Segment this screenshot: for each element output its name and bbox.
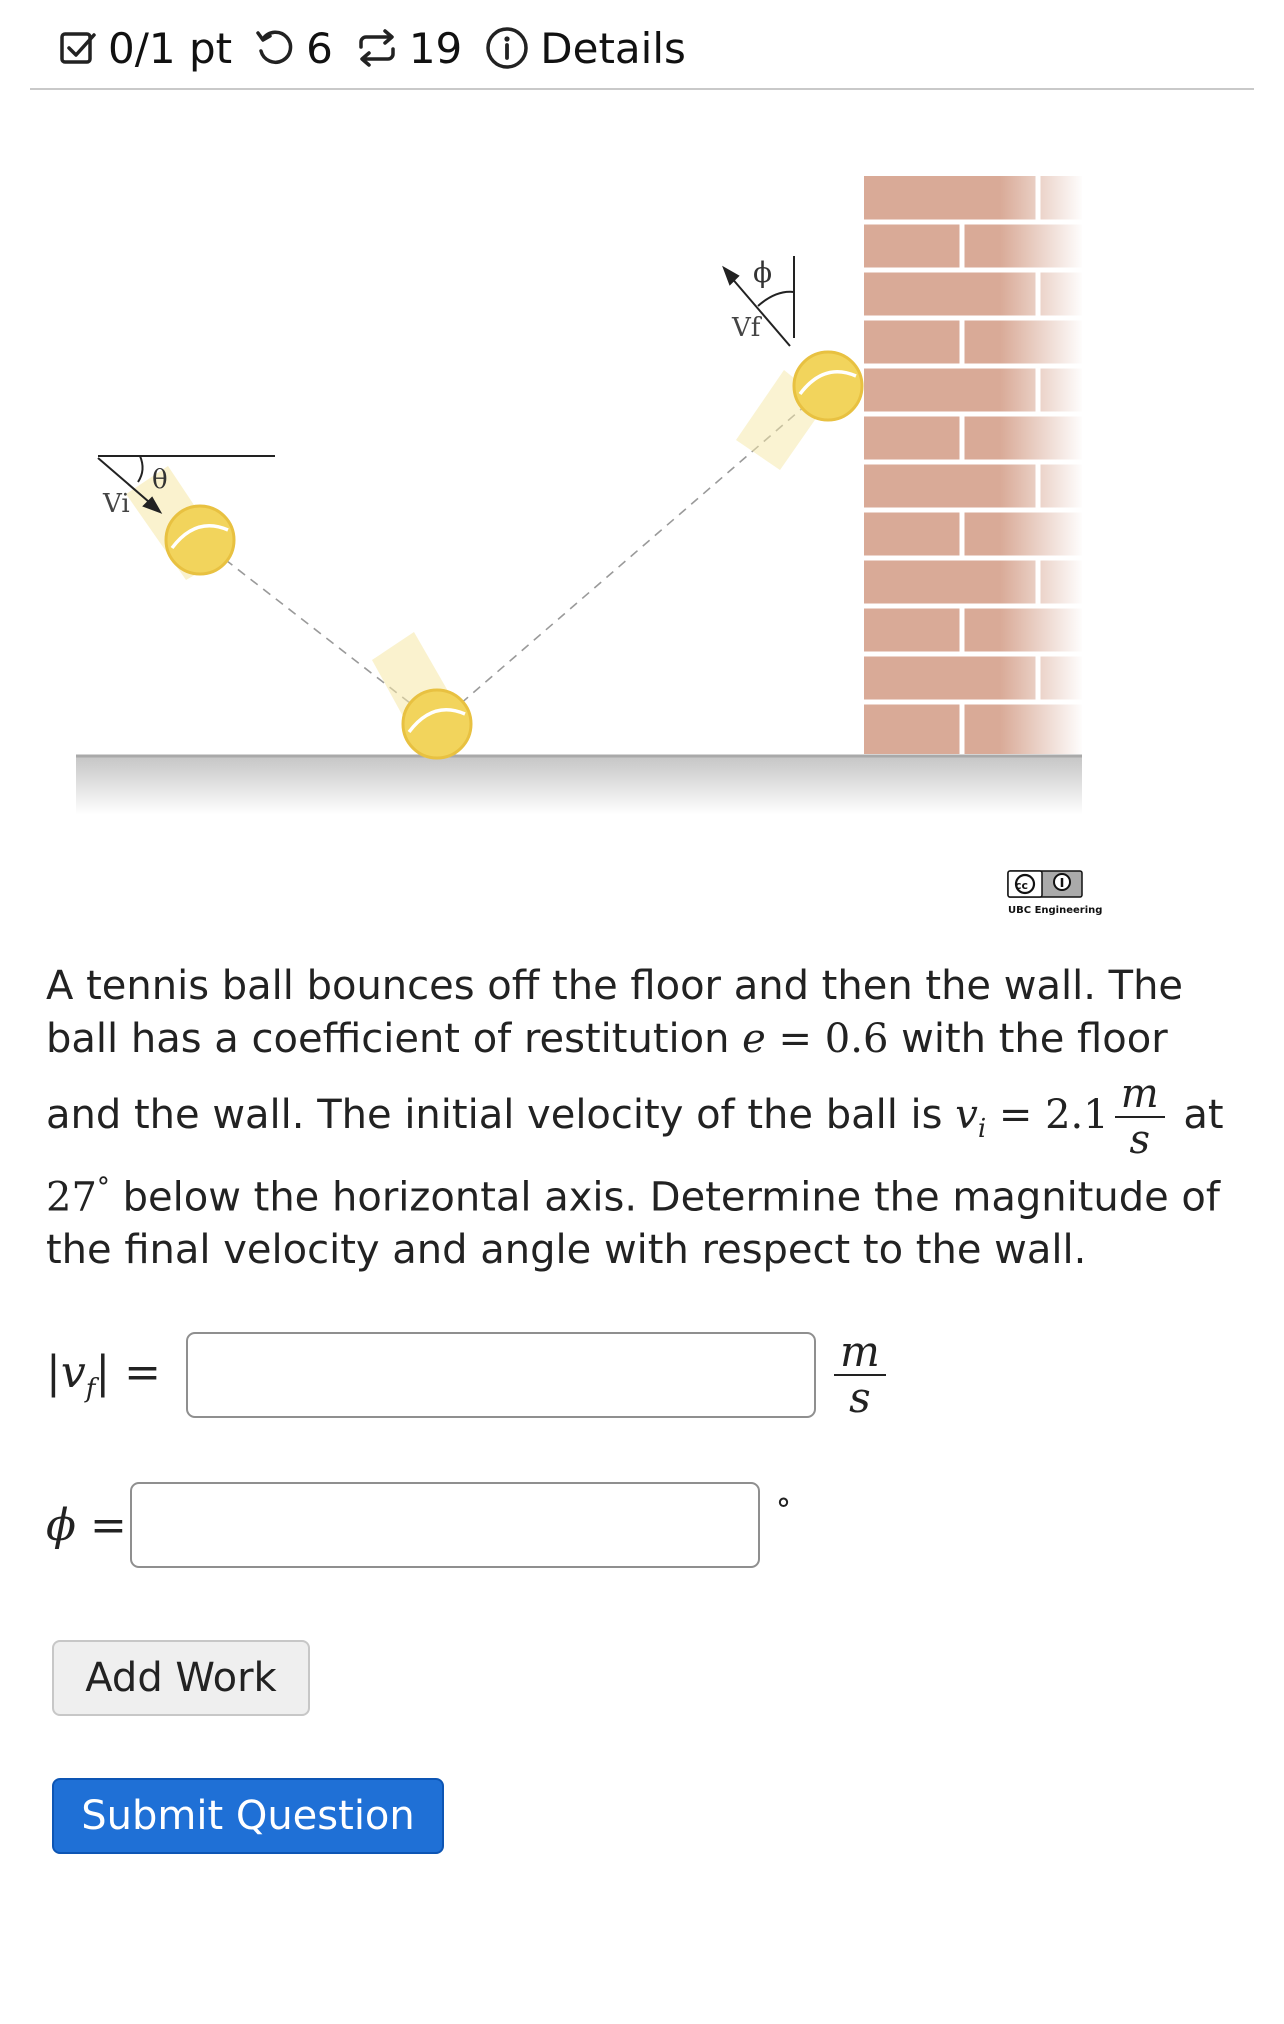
vi-value: 2.1 (1045, 1092, 1109, 1138)
phi-label: ϕ = (46, 1499, 127, 1551)
versions-count: 19 (408, 23, 463, 73)
problem-line-3: and the wall. The initial velocity of the ball is $v_i = 2.1$ $\frac{m}{s}$ at (46, 1071, 1224, 1163)
score-text: 0/1 pt (108, 23, 233, 73)
details-link[interactable] (484, 24, 686, 73)
cc-license-badge (1008, 871, 1082, 897)
problem-line-2: ball has a coefficient of restitution e = 0.6 with the floor (46, 1016, 1168, 1062)
problem-statement (46, 960, 1246, 1277)
vf-unit: $\frac{m}{s}$ (834, 1330, 886, 1420)
attempts-count: 6 (306, 23, 333, 73)
tennis-ball-floor (403, 690, 471, 758)
svg-text:cc: cc (1015, 879, 1029, 892)
trajectory-path (200, 386, 828, 724)
phi-answer-row (46, 1482, 791, 1568)
versions-item (355, 24, 462, 73)
submit-question-button[interactable]: Submit Question (52, 1778, 444, 1854)
phi-angle-input[interactable] (130, 1482, 760, 1568)
score-item (58, 24, 232, 73)
problem-line-4: 27° below the horizontal axis. Determine the magnitude of (46, 1173, 1220, 1221)
attempts-item (254, 24, 333, 73)
info-icon (484, 25, 530, 71)
problem-figure (0, 150, 1284, 920)
vf-answer-row (46, 1327, 892, 1422)
question-header (30, 22, 1254, 90)
add-work-button[interactable]: Add Work (52, 1640, 310, 1716)
floor (76, 755, 1082, 815)
problem-line-1: A tennis ball bounces off the floor and then the wall. The (46, 963, 1184, 1009)
phi-figure-label: ϕ (753, 256, 773, 289)
velocity-unit: $\frac{m}{s}$ (1115, 1072, 1165, 1162)
tennis-ball-wall (794, 352, 862, 420)
e-value: 0.6 (824, 1016, 889, 1062)
checkbox-icon (58, 28, 98, 68)
phi-unit: ° (776, 1492, 791, 1528)
brick-wall (864, 176, 1084, 754)
repeat-icon (355, 27, 399, 69)
problem-line-5: the final velocity and angle with respect to the wall. (46, 1227, 1087, 1274)
theta-label: θ (152, 465, 168, 495)
details-label[interactable]: Details (540, 23, 686, 73)
vi-label: Vi (103, 489, 130, 519)
vf-label: Vf (732, 313, 761, 343)
angle-value: 27 (46, 1174, 97, 1221)
tennis-ball-initial (166, 506, 234, 574)
e-symbol: e (742, 1016, 766, 1062)
license-text: UBC Engineering (1008, 905, 1103, 916)
vf-label: $|v_f|$ = (46, 1346, 161, 1404)
retry-icon (254, 27, 296, 69)
vf-magnitude-input[interactable] (186, 1332, 816, 1418)
